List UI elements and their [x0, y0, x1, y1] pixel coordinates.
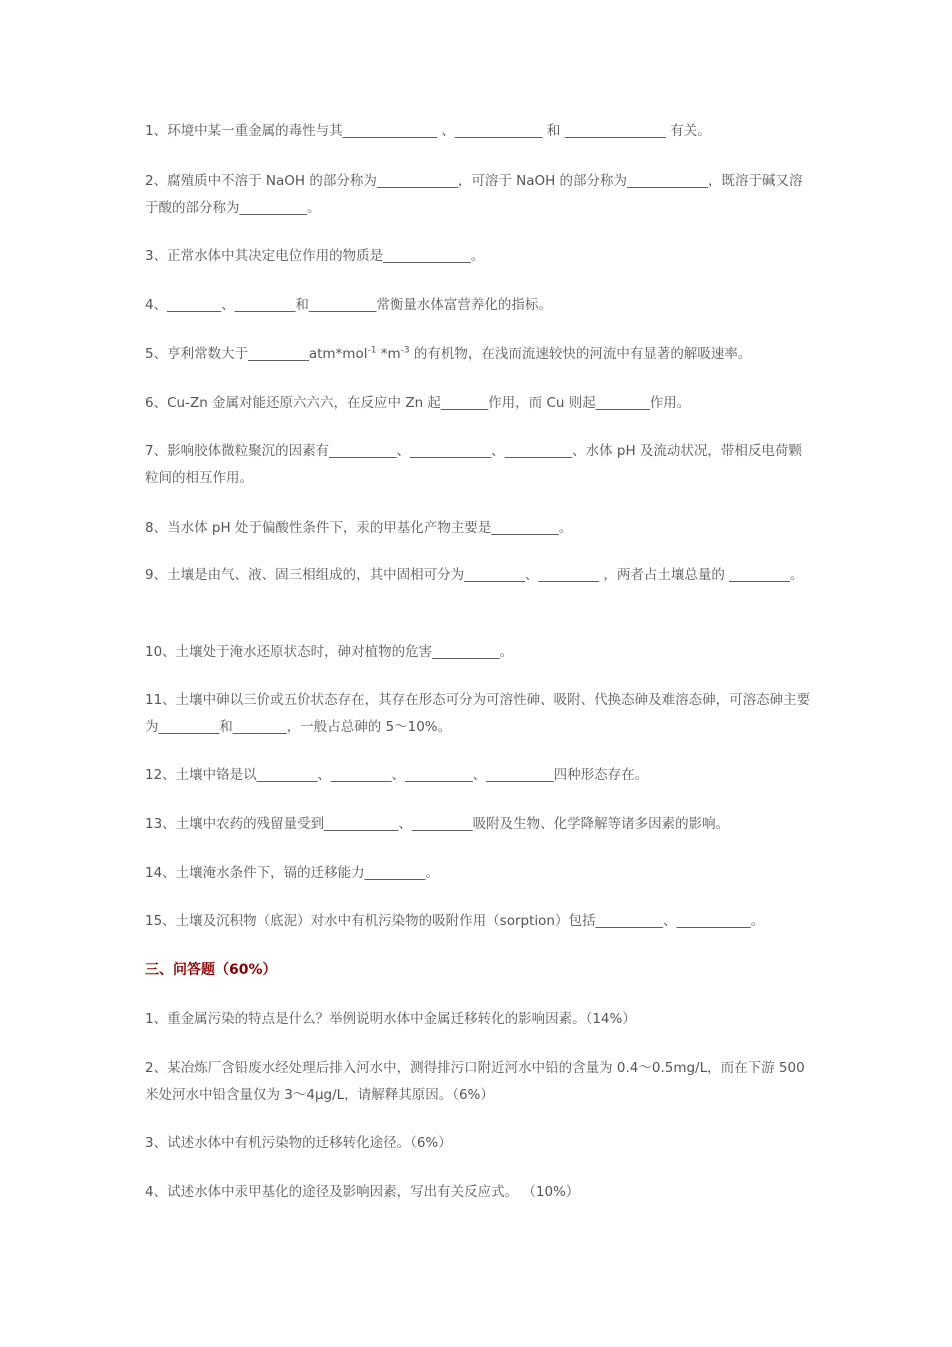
essay-question-4: 4、试述水体中汞甲基化的途径及影响因素，写出有关反应式。 （10%）	[145, 1184, 580, 1200]
fill-question-1: 1、环境中某一重金属的毒性与其______________ 、_____________ 和 _______________ 有关。	[145, 123, 711, 139]
section-title-essay: 三、问答题（60%）	[145, 962, 277, 978]
q5-middle: *m	[376, 346, 401, 362]
fill-question-5	[145, 341, 815, 368]
fill-question-2: 2、腐殖质中不溶于 NaOH 的部分称为____________，可溶于 NaOH 的部分称为____________，既溶于碱又溶于酸的部分称为__________。	[145, 173, 803, 216]
q5-superscript-2: -3	[400, 345, 410, 356]
fill-question-12: 12、土壤中铬是以_________、_________、__________、__________四种形态存在。	[145, 767, 649, 783]
fill-question-6: 6、Cu-Zn 金属对能还原六六六，在反应中 Zn 起_______作用，而 Cu 则起________作用。	[145, 395, 691, 411]
fill-question-13: 13、土壤中农药的残留量受到___________、_________吸附及生物、化学降解等诸多因素的影响。	[145, 816, 730, 832]
essay-question-1: 1、重金属污染的特点是什么？举例说明水体中金属迁移转化的影响因素。（14%）	[145, 1011, 636, 1027]
fill-question-11: 11、土壤中砷以三价或五价状态存在，其存在形态可分为可溶性砷、吸附、代换态砷及难溶态砷，可溶态砷主要为_________和________，一般占总砷的 5～10%。	[145, 692, 811, 735]
fill-question-10: 10、土壤处于淹水还原状态时，砷对植物的危害__________。	[145, 644, 514, 660]
q5-superscript-1: -1	[367, 345, 377, 356]
fill-question-14: 14、土壤淹水条件下，镉的迁移能力_________。	[145, 865, 439, 881]
fill-question-7: 7、影响胶体微粒聚沉的因素有__________、____________、__________、水体 pH 及流动状况，带相反电荷颗粒间的相互作用。	[145, 443, 802, 486]
fill-question-9: 9、土壤是由气、液、固三相组成的，其中固相可分为_________、_________ ，两者占土壤总量的 _________。	[145, 567, 804, 583]
fill-question-15: 15、土壤及沉积物（底泥）对水中有机污染物的吸附作用（sorption）包括__________、___________。	[145, 913, 765, 929]
essay-question-3: 3、试述水体中有机污染物的迁移转化途径。（6%）	[145, 1135, 452, 1151]
fill-question-4: 4、________、_________和__________常衡量水体富营养化的指标。	[145, 297, 552, 313]
fill-question-8: 8、当水体 pH 处于偏酸性条件下，汞的甲基化产物主要是__________。	[145, 520, 573, 536]
q5-after: 的有机物，在浅而流速较快的河流中有显著的解吸速率。	[409, 346, 752, 362]
fill-question-3: 3、正常水体中其决定电位作用的物质是_____________。	[145, 248, 485, 264]
q5-before: 5、亨利常数大于_________atm*mol	[145, 346, 368, 362]
essay-question-2: 2、某冶炼厂含铅废水经处理后排入河水中，测得排污口附近河水中铅的含量为 0.4～0.5mg/L，而在下游 500 米处河水中铅含量仅为 3～4μg/L，请解释其原因。（6%）	[145, 1060, 805, 1103]
